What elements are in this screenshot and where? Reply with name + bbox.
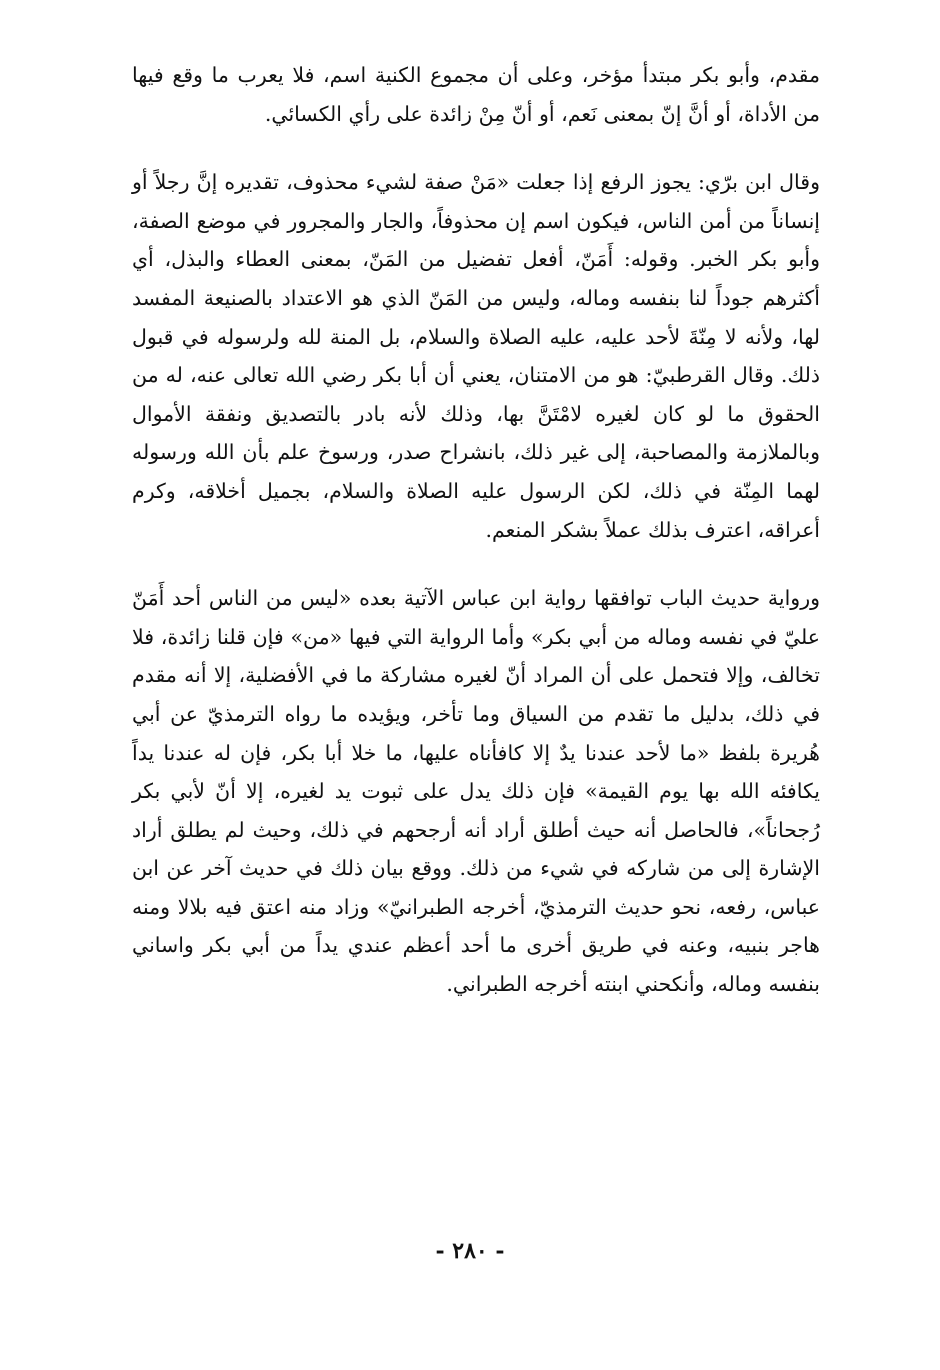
page-number: - ٢٨٠ - [435, 1238, 505, 1264]
page-body [132, 56, 820, 1004]
paragraph-2: وقال ابن برّي: يجوز الرفع إذا جعلت «مَنْ صفة لشيء محذوف، تقديره إنَّ رجلاً أو إنساناً من أمن الناس، فيكون اسم إن محذوفاً، والجار والمجرور في موضع الصفة، وأبو بكر الخبر. وقوله: أَمَنّ، أفعل تفضيل من المَنّ، بمعنى العطاء والبذل، أي أكثرهم جوداً لنا بنفسه وماله، وليس من المَنّ الذي هو الاعتداد بالصنيعة المفسد لها، ولأنه لا مِنّةَ لأحد عليه، عليه الصلاة والسلام، بل المنة لله ولرسوله في قبول ذلك. وقال القرطبيّ: هو من الامتنان، يعني أن أبا بكر رضي الله تعالى عنه، له من الحقوق ما لو كان لغيره لامْتَنَّ بها، وذلك لأنه بادر بالتصديق ونفقة الأموال وبالملازمة والمصاحبة، إلى غير ذلك، بانشراح صدر، ورسوخ علم بأن الله ورسوله لهما المِنّة في ذلك، لكن الرسول عليه الصلاة والسلام، بجميل أخلاقه، وكرم أعراقه، اعترف بذلك عملاً بشكر المنعم. [132, 170, 820, 542]
paragraph-3: ورواية حديث الباب توافقها رواية ابن عباس الآتية بعده «ليس من الناس أحد أَمَنّ عليّ في نفسه وماله من أبي بكر» وأما الرواية التي فيها «من» فإن قلنا زائدة، فلا تخالف، وإلا فتحمل على أن المراد أنّ لغيره مشاركة ما في الأفضلية، إلا أنه مقدم في ذلك، بدليل ما تقدم من السياق وما تأخر، ويؤيده ما رواه الترمذيّ عن أبي هُريرة بلفظ «ما لأحد عندنا يدٌ إلا كافأناه عليها، ما خلا أبا بكر، فإن له عندنا يداً يكافئه الله بها يوم القيمة» فإن ذلك يدل على ثبوت يد لغيره، إلا أنّ لأبي بكر رُجحاناً»، فالحاصل أنه حيث أطلق أراد أنه أرجحهم في ذلك، وحيث لم يطلق أراد الإشارة إلى من شاركه في شيء من ذلك. ووقع بيان ذلك في حديث آخر عن ابن عباس، رفعه، نحو حديث الترمذيّ، أخرجه الطبرانيّ» وزاد منه اعتق فيه بلالا ومنه هاجر بنبيه، وعنه في طريق أخرى ما أحد أعظم عندي يداً من أبي بكر واساني بنفسه وماله، وأنكحني ابنته أخرجه الطبراني. [132, 586, 820, 997]
paragraph-1: مقدم، وأبو بكر مبتدأ مؤخر، وعلى أن مجموع الكنية اسم، فلا يعرب ما وقع فيها من الأداة، أو أنَّ إنّ بمعنى نَعم، أو أنّ مِنْ زائدة على رأي الكسائي. [132, 63, 820, 126]
